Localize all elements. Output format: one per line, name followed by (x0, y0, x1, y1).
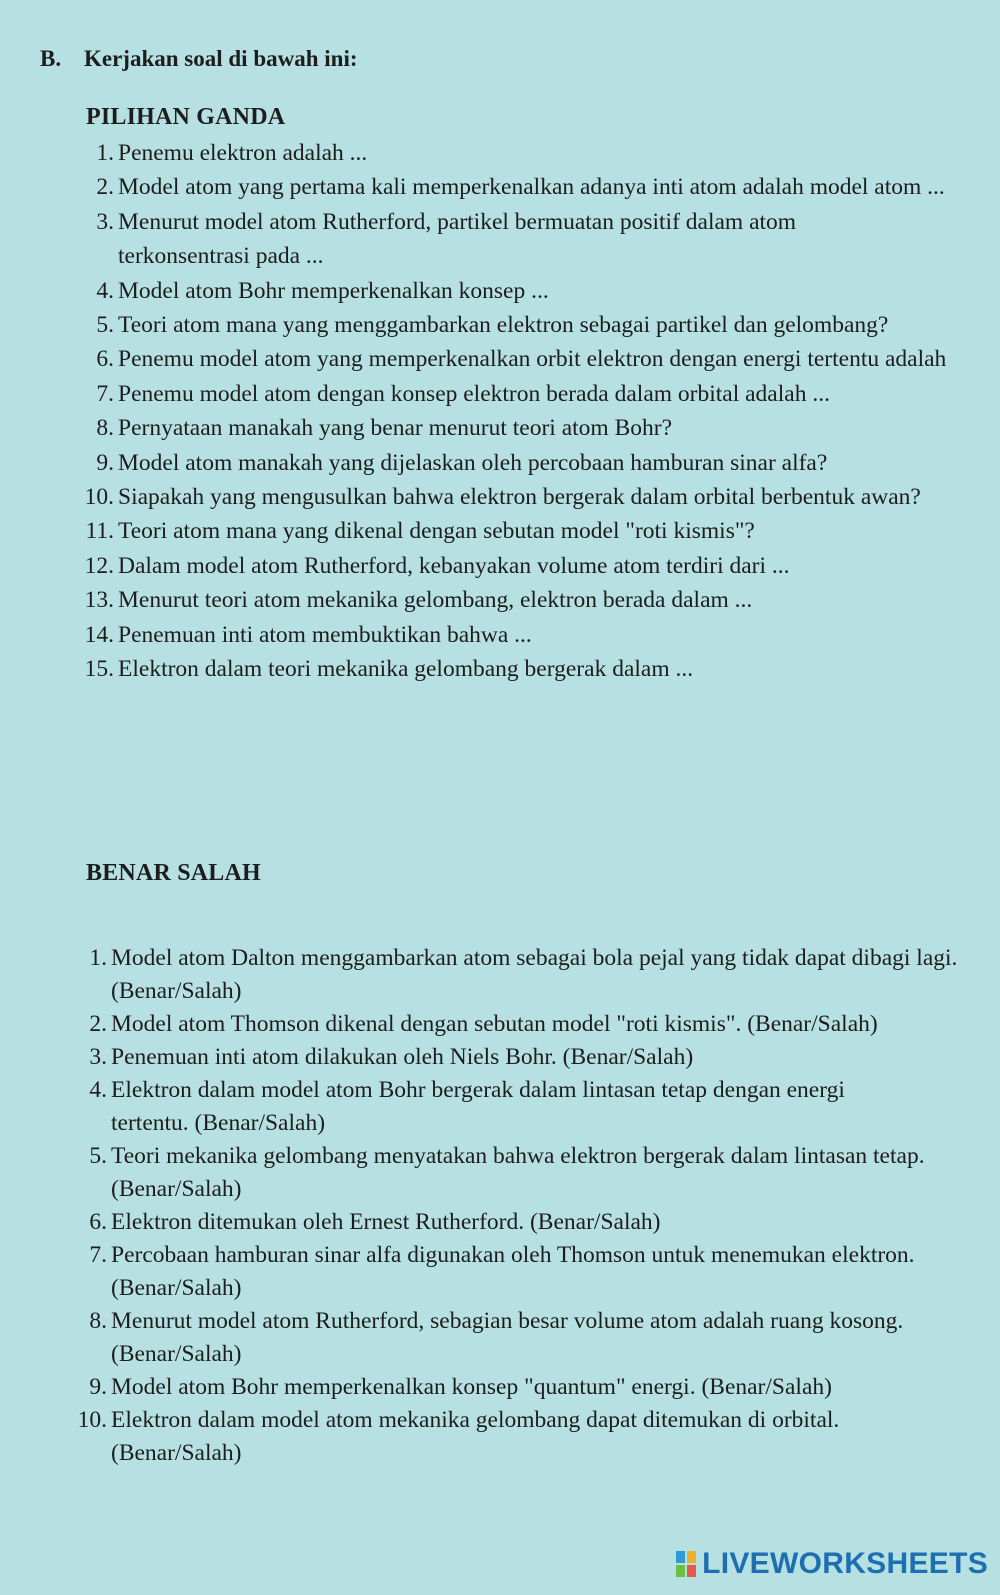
item-number: 7. (89, 1242, 107, 1268)
item-number: 9. (96, 449, 114, 476)
list-item (80, 618, 1000, 652)
item-number: 10. (77, 1407, 107, 1433)
item-number: 15. (84, 656, 114, 683)
item-number: 2. (96, 174, 114, 201)
statement-text: Percobaan hamburan sinar alfa digunakan oleh Thomson untuk menemukan elektron. (Benar/Salah) (111, 1242, 915, 1301)
list-item (70, 1206, 1000, 1239)
question-text: Teori atom mana yang dikenal dengan sebutan model "roti kismis"? (118, 518, 755, 545)
question-text: Penemu model atom yang memperkenalkan orbit elektron dengan energi tertentu adalah (118, 346, 947, 373)
list-item (80, 652, 1000, 686)
pilihan-ganda-list (80, 136, 1000, 687)
list-item (80, 342, 1000, 376)
item-number: 6. (89, 1209, 107, 1235)
item-number: 4. (89, 1077, 107, 1103)
list-item (70, 1041, 1000, 1074)
list-item (70, 1404, 1000, 1470)
item-number: 10. (84, 484, 114, 511)
statement-text: Elektron dalam model atom mekanika gelombang dapat ditemukan di orbital. (Benar/Salah) (111, 1407, 840, 1466)
list-item (80, 480, 1000, 514)
list-item (80, 377, 1000, 411)
list-item (70, 1074, 1000, 1140)
statement-text: Elektron dalam model atom Bohr bergerak dalam lintasan tetap dengan energi tertentu. (Benar/Salah) (111, 1077, 845, 1136)
item-number: 9. (89, 1374, 107, 1400)
question-text: Model atom manakah yang dijelaskan oleh percobaan hamburan sinar alfa? (118, 449, 828, 476)
item-number: 14. (84, 621, 114, 648)
list-item (70, 1371, 1000, 1404)
item-number: 6. (96, 346, 114, 373)
item-number: 11. (85, 518, 114, 545)
item-number: 4. (96, 277, 114, 304)
list-item (80, 170, 1000, 204)
pilihan-ganda-title: PILIHAN GANDA (86, 104, 286, 130)
logo-text: LIVEWORKSHEETS (702, 1547, 988, 1580)
list-item (70, 1140, 1000, 1206)
list-item (70, 1239, 1000, 1305)
list-item (80, 136, 1000, 170)
item-number: 3. (89, 1044, 107, 1070)
question-text: Model atom yang pertama kali memperkenalkan adanya inti atom adalah model atom ... (118, 174, 945, 201)
item-number: 5. (96, 312, 114, 339)
item-number: 12. (84, 552, 114, 579)
section-letter: B. (40, 46, 62, 71)
list-item (80, 308, 1000, 342)
list-item (80, 583, 1000, 617)
list-item (80, 514, 1000, 548)
item-number: 5. (89, 1143, 107, 1169)
item-number: 8. (89, 1308, 107, 1334)
question-text: Teori atom mana yang menggambarkan elektron sebagai partikel dan gelombang? (118, 312, 889, 339)
section-instruction: Kerjakan soal di bawah ini: (84, 46, 358, 71)
liveworksheets-logo[interactable] (676, 1547, 988, 1581)
statement-text: Teori mekanika gelombang menyatakan bahwa elektron bergerak dalam lintasan tetap. (Benar/Salah) (111, 1143, 925, 1202)
list-item (80, 274, 1000, 308)
list-item (70, 1008, 1000, 1041)
question-text: Elektron dalam teori mekanika gelombang bergerak dalam ... (118, 656, 694, 683)
statement-text: Model atom Bohr memperkenalkan konsep "quantum" energi. (Benar/Salah) (111, 1374, 832, 1400)
question-text: Menurut teori atom mekanika gelombang, elektron berada dalam ... (118, 587, 753, 614)
question-text: Penemu model atom dengan konsep elektron berada dalam orbital adalah ... (118, 380, 830, 407)
benar-salah-title: BENAR SALAH (86, 860, 261, 886)
statement-text: Menurut model atom Rutherford, sebagian besar volume atom adalah ruang kosong. (Benar/Salah) (111, 1308, 904, 1367)
question-text: Menurut model atom Rutherford, partikel bermuatan positif dalam atom terkonsentrasi pada ... (118, 208, 797, 270)
benar-salah-list (70, 942, 1000, 1470)
list-item (70, 1305, 1000, 1371)
item-number: 7. (96, 380, 114, 407)
statement-text: Penemuan inti atom dilakukan oleh Niels Bohr. (Benar/Salah) (111, 1044, 694, 1070)
question-text: Penemuan inti atom membuktikan bahwa ... (118, 621, 532, 648)
question-text: Dalam model atom Rutherford, kebanyakan volume atom terdiri dari ... (118, 552, 790, 579)
list-item (80, 411, 1000, 445)
section-heading (40, 46, 358, 72)
question-text: Pernyataan manakah yang benar menurut teori atom Bohr? (118, 415, 673, 442)
list-item (80, 549, 1000, 583)
list-item (80, 205, 1000, 274)
item-number: 13. (84, 587, 114, 614)
question-text: Penemu elektron adalah ... (118, 140, 368, 166)
list-item (80, 446, 1000, 480)
statement-text: Model atom Dalton menggambarkan atom sebagai bola pejal yang tidak dapat dibagi lagi. (Benar/Salah) (111, 945, 958, 1004)
liveworksheets-logo-icon (676, 1551, 696, 1577)
item-number: 3. (96, 208, 114, 235)
item-number: 2. (89, 1011, 107, 1037)
question-text: Siapakah yang mengusulkan bahwa elektron bergerak dalam orbital berbentuk awan? (118, 484, 921, 511)
statement-text: Elektron ditemukan oleh Ernest Rutherford. (Benar/Salah) (111, 1209, 661, 1235)
item-number: 1. (89, 945, 107, 971)
statement-text: Model atom Thomson dikenal dengan sebutan model "roti kismis". (Benar/Salah) (111, 1011, 878, 1037)
item-number: 1. (96, 140, 114, 166)
list-item (70, 942, 1000, 1008)
item-number: 8. (96, 415, 114, 442)
question-text: Model atom Bohr memperkenalkan konsep ... (118, 277, 549, 304)
